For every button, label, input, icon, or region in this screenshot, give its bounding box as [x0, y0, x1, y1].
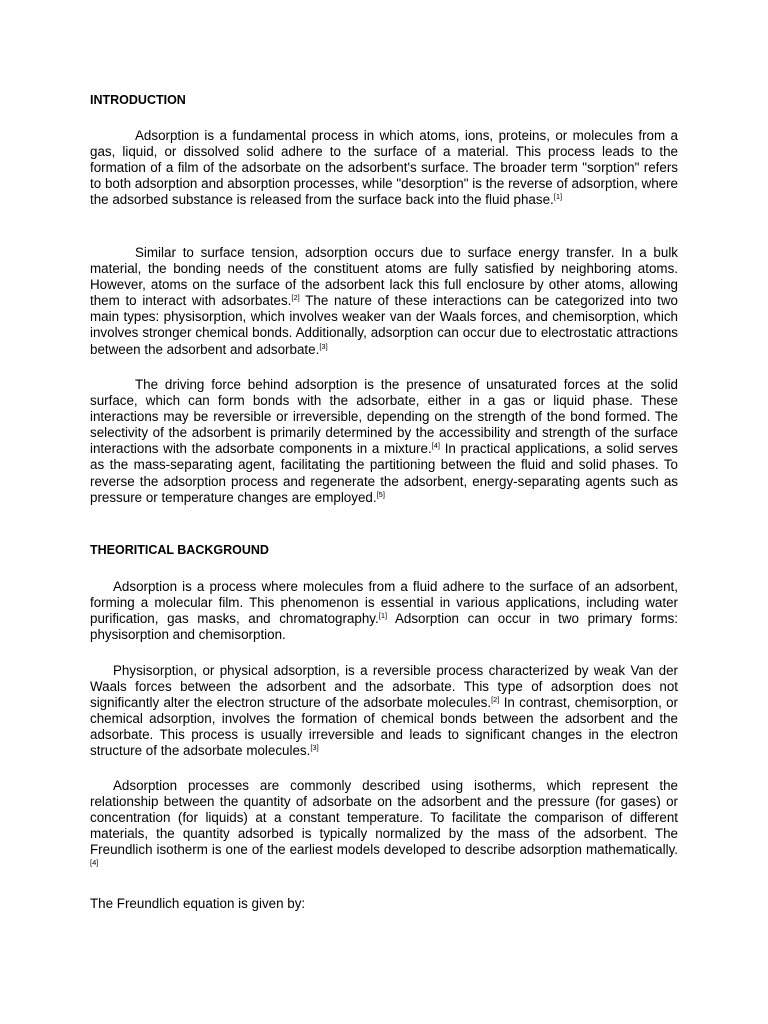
background-paragraph-1	[90, 579, 678, 643]
intro-paragraph-1	[90, 128, 678, 208]
intro-paragraph-3	[90, 377, 678, 506]
bg-p2-text-1: Physisorption, or physical adsorption, is a reversible process characterized by weak Van der Waals forces between the adsorbent and the adsorbate. This type of adsorption does not significantly alter the electron structure of the adsorbate molecules.	[90, 663, 678, 711]
bg-p2-text-2: In contrast, chemisorption, or chemical adsorption, involves the formation of chemical bonds between the adsorbent and the adsorbate. This process is usually irreversible and leads to significant changes in the electron structure of the adsorbate molecules.	[90, 695, 679, 759]
background-paragraph-2	[90, 663, 678, 760]
background-heading: THEORITICAL BACKGROUND	[90, 543, 269, 557]
intro-p2-text-1: Similar to surface tension, adsorption occurs due to surface energy transfer. In a bulk material, the bonding needs of the constituent atoms are fully satisfied by neighboring atoms. However, atoms on the surface of the adsorbent lack this full enclosure by other atoms, allowing them to interact with adsorbates.	[90, 245, 678, 309]
intro-p2-text-2: The nature of these interactions can be categorized into two main types: physisorption, which involves weaker van der Waals forces, and chemisorption, which involves stronger chemical bonds. Additionally, adsorption can occur due to electrostatic attractions between the adsorbent and adsorbate.	[90, 293, 678, 357]
citation-ref: [2]	[291, 293, 300, 303]
document-page	[90, 0, 678, 1024]
intro-paragraph-2	[90, 245, 678, 358]
citation-ref: [3]	[310, 743, 319, 753]
equation-intro: The Freundlich equation is given by:	[90, 896, 306, 911]
intro-p3-text-1: The driving force behind adsorption is the presence of unsaturated forces at the solid surface, which can form bonds with the adsorbate, either in a gas or liquid phase. These interactions may be reversible or irreversible, depending on the strength of the bond formed. The selectivity of the adsorbent is primarily determined by the accessibility and strength of the surface interactions with the adsorbate components in a mixture.	[90, 377, 678, 457]
bg-p3-text-1: Adsorption processes are commonly described using isotherms, which represent the relationship between the quantity of adsorbate on the adsorbent and the pressure (for gases) or concentration (for liquids) at a constant temperature. To facilitate the comparison of different materials, the quantity adsorbed is typically normalized by the mass of the adsorbent. The Freundlich isotherm is one of the earliest models developed to describe adsorption mathematically.	[90, 778, 678, 858]
citation-ref: [1]	[553, 192, 563, 202]
introduction-heading: INTRODUCTION	[90, 93, 186, 107]
background-paragraph-3	[90, 778, 678, 875]
citation-ref: [2]	[491, 695, 500, 705]
intro-p3-text-2: In practical applications, a solid serves as the mass-separating agent, facilitating the partitioning between the fluid and solid phases. To reverse the adsorption process and regenerate the adsorbent, energy-separating agents such as pressure or temperature changes are employed.	[90, 441, 678, 505]
citation-ref: [4]	[90, 858, 99, 868]
citation-ref: [5]	[376, 489, 385, 499]
bg-p1-text-1: Adsorption is a process where molecules from a fluid adhere to the surface of an adsorbent, forming a molecular film. This phenomenon is essential in various applications, including water purification, gas masks, and chromatography.	[90, 579, 678, 627]
citation-ref: [4]	[431, 441, 441, 451]
citation-ref: [1]	[378, 611, 388, 621]
bg-p1-text-2: Adsorption can occur in two primary forms: physisorption and chemisorption.	[90, 611, 679, 643]
citation-ref: [3]	[319, 341, 328, 351]
intro-p1-text-1: Adsorption is a fundamental process in which atoms, ions, proteins, or molecules from a gas, liquid, or dissolved solid adhere to the surface of a material. This process leads to the formation of a film of the adsorbate on the adsorbent's surface. The broader term "sorption" refers to both adsorption and absorption processes, while "desorption" is the reverse of adsorption, where the adsorbed substance is released from the surface back into the fluid phase.	[90, 128, 678, 208]
